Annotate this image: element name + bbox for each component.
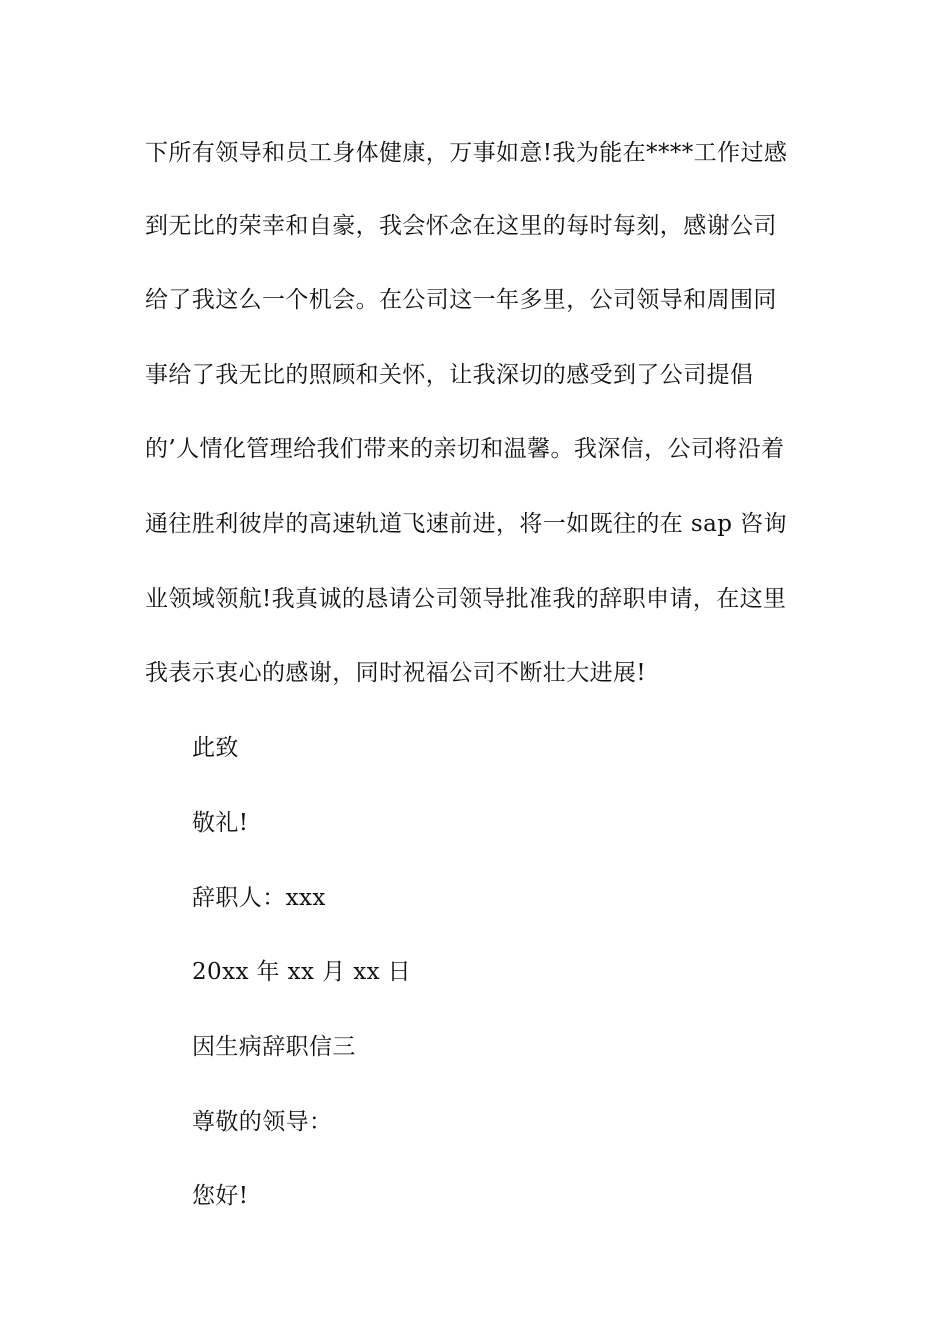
body-text-line: 业领域领航!我真诚的恳请公司领导批准我的辞职申请，在这里 bbox=[145, 586, 787, 612]
body-text-line: 的’人情化管理给我们带来的亲切和温馨。我深信，公司将沿着 bbox=[145, 436, 785, 462]
body-text-line: 事给了我无比的照顾和关怀，让我深切的感受到了公司提倡 bbox=[145, 362, 754, 388]
body-text-line: 通往胜利彼岸的高速轨道飞速前进，将一如既往的在 sap 咨询 bbox=[145, 511, 787, 537]
body-text-line: 我表示衷心的感谢，同时祝福公司不断壮大进展! bbox=[145, 660, 647, 686]
date-line: 20xx 年 xx 月 xx 日 bbox=[192, 959, 412, 985]
signer-line: 辞职人：xxx bbox=[192, 885, 326, 911]
greeting-line: 尊敬的领导： bbox=[192, 1109, 333, 1135]
closing-phrase: 此致 bbox=[192, 735, 239, 761]
body-text-line: 到无比的荣幸和自豪，我会怀念在这里的每时每刻，感谢公司 bbox=[145, 213, 777, 239]
body-text-line: 给了我这么一个机会。在公司这一年多里，公司领导和周围同 bbox=[145, 287, 777, 313]
salutation: 敬礼! bbox=[192, 810, 249, 836]
hello-line: 您好! bbox=[192, 1183, 249, 1209]
body-text-line: 下所有领导和员工身体健康，万事如意!我为能在****工作过感 bbox=[145, 140, 788, 166]
section-title: 因生病辞职信三 bbox=[192, 1034, 356, 1060]
